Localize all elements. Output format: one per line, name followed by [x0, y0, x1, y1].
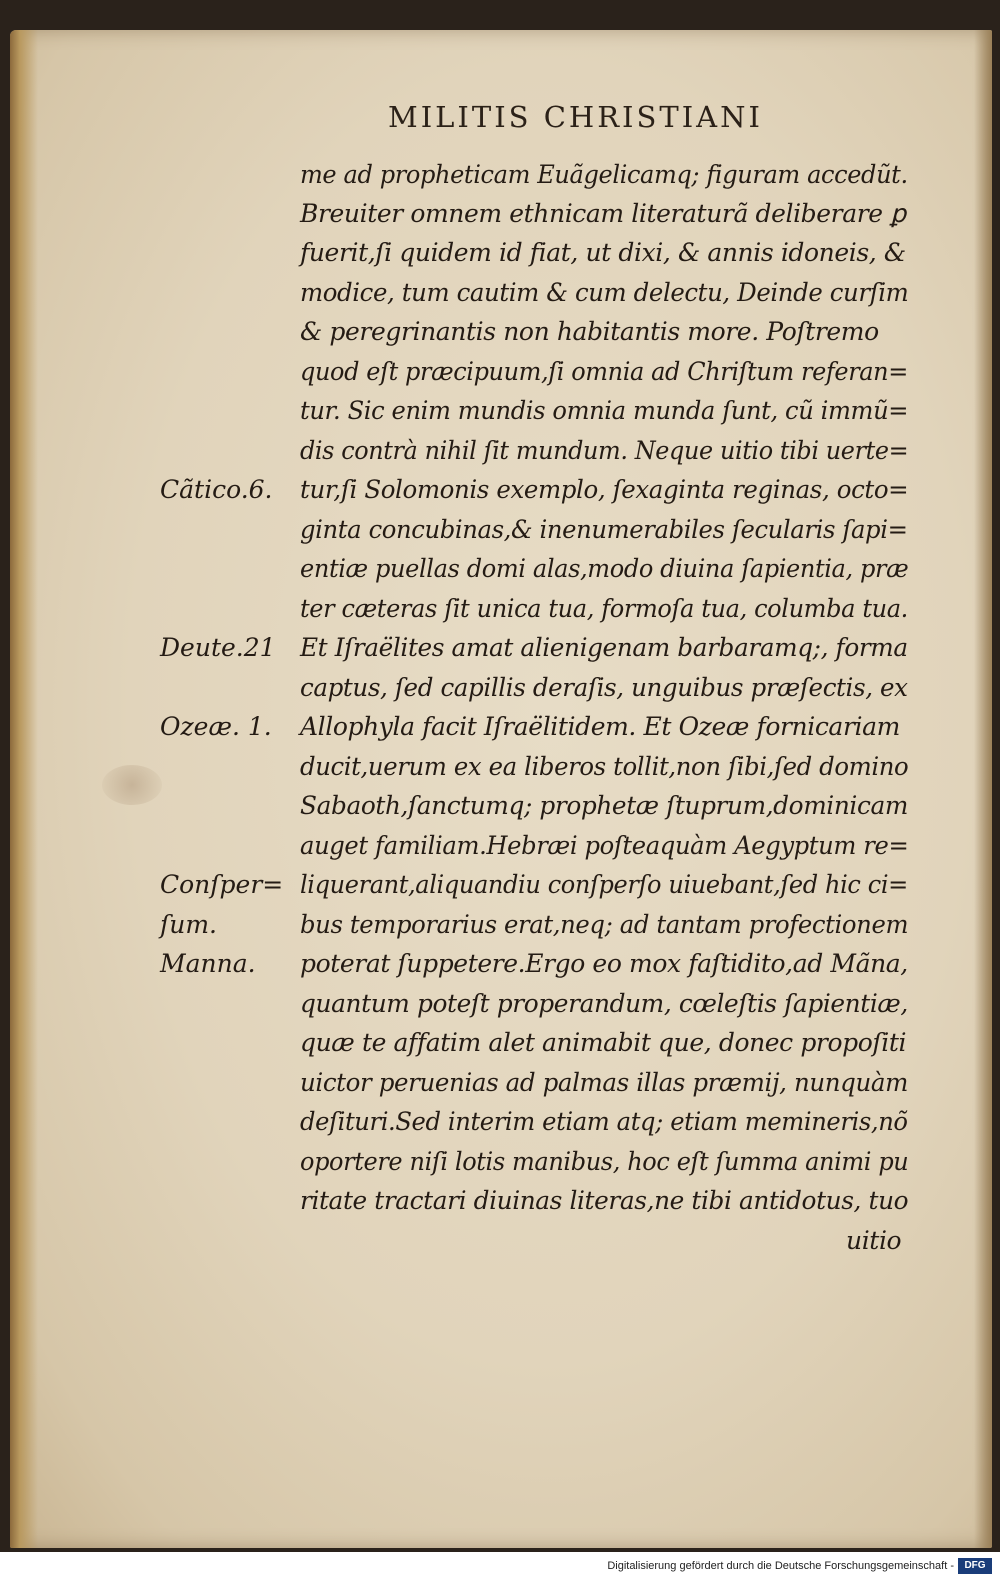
body-line: me ad propheticam Euãgelicamq; figuram accedũt. — [300, 160, 908, 189]
marginal-note: Deute.21 — [160, 633, 276, 662]
body-line: Sabaoth,ſanctumq; prophetæ ſtuprum,dominicam — [300, 791, 908, 820]
body-line: Breuiter omnem ethnicam literaturã deliberare ꝑ — [300, 199, 906, 228]
marginal-note: Cãtico.6. — [160, 475, 273, 504]
body-line: Et Iſraëlites amat alienigenam barbaramq;, forma — [300, 633, 908, 662]
page-left-edge-shadow — [10, 30, 38, 1548]
body-line: dis contrà nihil ſit mundum. Neque uitio tibi uerte= — [300, 436, 909, 465]
body-line: entiæ puellas domi alas,modo diuina ſapientia, præ — [300, 554, 909, 583]
body-line: captus, ſed capillis deraſis, unguibus præſectis, ex — [300, 673, 908, 702]
body-line: deſituri.Sed interim etiam atq; etiam memineris,nõ — [300, 1107, 908, 1136]
body-line: auget familiam.Hebræi poſteaquàm Aegyptum re= — [300, 831, 909, 860]
body-line: ter cæteras ſit unica tua, formoſa tua, columba tua. — [300, 594, 908, 623]
body-line: tur. Sic enim mundis omnia munda ſunt, cũ immũ= — [300, 396, 909, 425]
paper-stain — [102, 765, 162, 805]
body-line: liquerant,aliquandiu conſperſo uiuebant,ſed hic ci= — [300, 870, 908, 899]
running-head: MILITIS CHRISTIANI — [388, 100, 763, 134]
page-right-edge-shadow — [974, 30, 992, 1548]
body-line: tur,ſi Solomonis exemplo, ſexaginta reginas, octo= — [300, 475, 909, 504]
dfg-logo: DFG — [958, 1558, 992, 1574]
body-line: uictor peruenias ad palmas illas præmij, nunquàm — [300, 1068, 908, 1097]
marginal-note: Ozeæ. 1. — [160, 712, 272, 741]
body-line: modice, tum cautim & cum delectu, Deinde curſim — [300, 278, 909, 307]
body-line: fuerit,ſi quidem id fiat, ut dixi, & annis idoneis, & — [300, 238, 906, 267]
body-line: quantum poteſt properandum, cœleſtis ſapientiæ, — [300, 989, 908, 1018]
body-line: ginta concubinas,& inenumerabiles ſecularis ſapi= — [300, 515, 908, 544]
marginal-note: Conſper= — [160, 870, 284, 899]
body-line: poterat ſuppetere.Ergo eo mox faſtidito,ad Mãna, — [300, 949, 908, 978]
marginal-note: ſum. — [160, 910, 218, 939]
body-line: ritate tractari diuinas literas,ne tibi antidotus, tuo — [300, 1186, 909, 1215]
body-line: quæ te affatim alet animabit que, donec propoſiti — [300, 1028, 907, 1057]
funding-credit: Digitalisierung gefördert durch die Deutsche Forschungsgemeinschaft - — [607, 1560, 954, 1572]
body-line: bus temporarius erat,neq; ad tantam profectionem — [300, 910, 909, 939]
marginal-note: Manna. — [160, 949, 256, 978]
catchword: uitio — [846, 1226, 902, 1255]
body-line: ducit,uerum ex ea liberos tollit,non ſibi,ſed domino — [300, 752, 909, 781]
body-line: oportere niſi lotis manibus, hoc eſt ſumma animi pu — [300, 1147, 909, 1176]
body-line: quod eſt præcipuum,ſi omnia ad Chriſtum referan= — [300, 357, 908, 386]
body-line: Allophyla facit Iſraëlitidem. Et Ozeæ fornicariam — [300, 712, 900, 741]
body-line: & peregrinantis non habitantis more. Poſtremo — [300, 317, 879, 346]
